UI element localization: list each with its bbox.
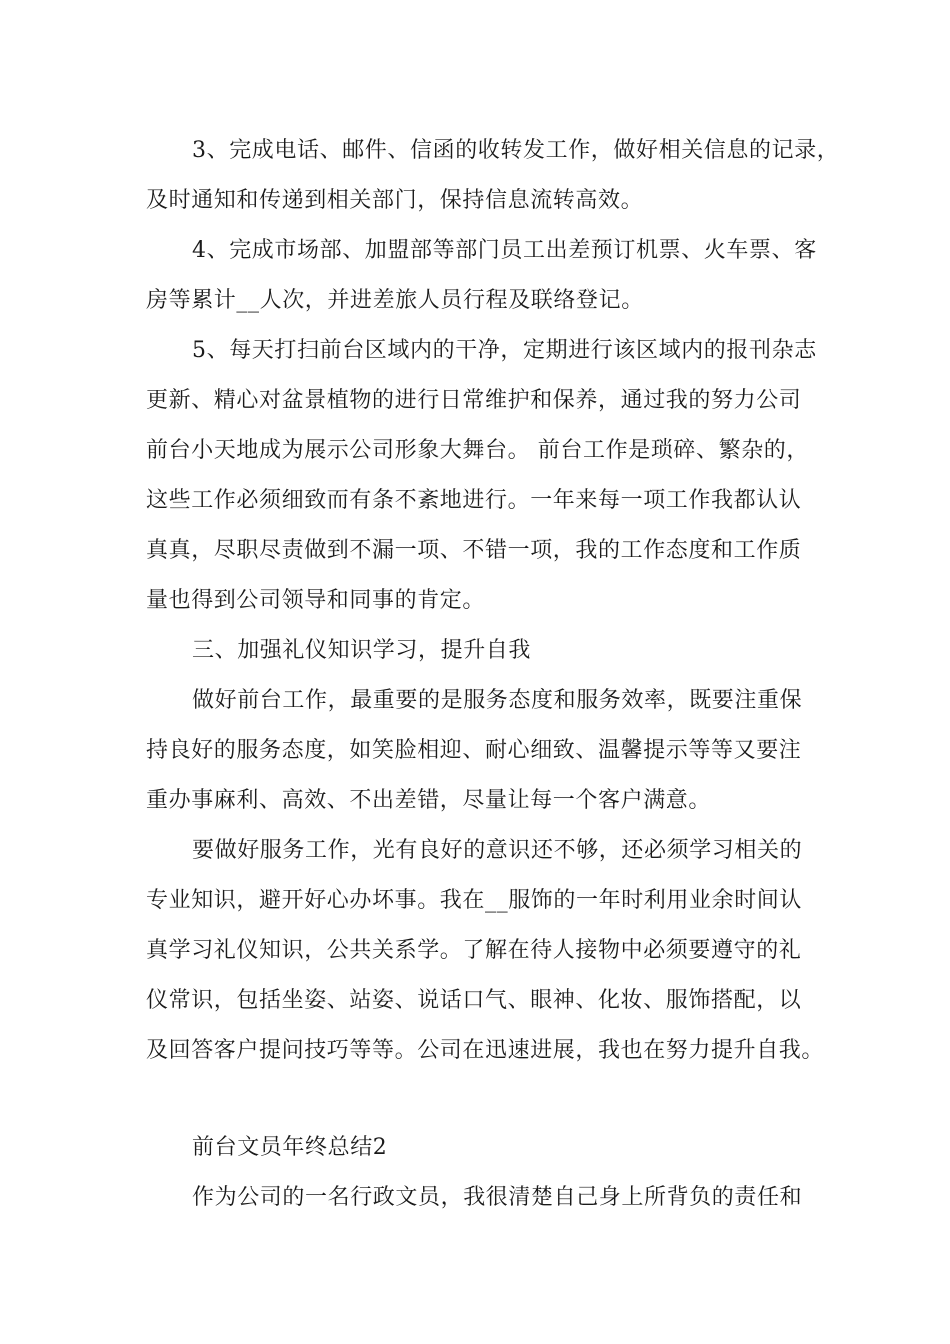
document-title: 前台文员年终总结2 — [192, 1135, 388, 1160]
paragraph-line: 4、完成市场部、加盟部等部门员工出差预订机票、火车票、客 — [192, 238, 817, 263]
paragraph-line: 真学习礼仪知识，公共关系学。了解在待人接物中必须要遵守的礼 — [146, 938, 802, 963]
paragraph-line: 要做好服务工作，光有良好的意识还不够，还必须学习相关的 — [192, 838, 803, 863]
paragraph-line: 真真，尽职尽责做到不漏一项、不错一项，我的工作态度和工作质 — [146, 538, 802, 563]
paragraph-line: 重办事麻利、高效、不出差错，尽量让每一个客户满意。 — [146, 788, 712, 813]
paragraph-line: 作为公司的一名行政文员，我很清楚自己身上所背负的责任和 — [192, 1185, 803, 1210]
paragraph-line: 量也得到公司领导和同事的肯定。 — [146, 588, 486, 613]
section-heading: 三、加强礼仪知识学习，提升自我 — [192, 638, 532, 663]
paragraph-line: 这些工作必须细致而有条不紊地进行。一年来每一项工作我都认认 — [146, 488, 802, 513]
paragraph-line: 及回答客户提问技巧等等。公司在迅速进展，我也在努力提升自我。 — [146, 1038, 825, 1063]
paragraph-line: 专业知识，避开好心办坏事。我在__服饰的一年时利用业余时间认 — [146, 888, 803, 913]
paragraph-line: 仪常识，包括坐姿、站姿、说话口气、眼神、化妆、服饰搭配，以 — [146, 988, 802, 1013]
paragraph-line: 5、每天打扫前台区域内的干净，定期进行该区域内的报刊杂志 — [192, 338, 817, 363]
paragraph-line: 更新、精心对盆景植物的进行日常维护和保养，通过我的努力公司 — [146, 388, 802, 413]
paragraph-line: 前台小天地成为展示公司形象大舞台。 前台工作是琐碎、繁杂的， — [146, 438, 809, 463]
paragraph-line: 及时通知和传递到相关部门，保持信息流转高效。 — [146, 188, 644, 213]
paragraph-line: 持良好的服务态度，如笑脸相迎、耐心细致、温馨提示等等又要注 — [146, 738, 802, 763]
paragraph-line: 房等累计__人次，并进差旅人员行程及联络登记。 — [146, 288, 644, 313]
paragraph-line: 做好前台工作，最重要的是服务态度和服务效率，既要注重保 — [192, 688, 803, 713]
paragraph-line: 3、完成电话、邮件、信函的收转发工作，做好相关信息的记录， — [192, 138, 840, 163]
